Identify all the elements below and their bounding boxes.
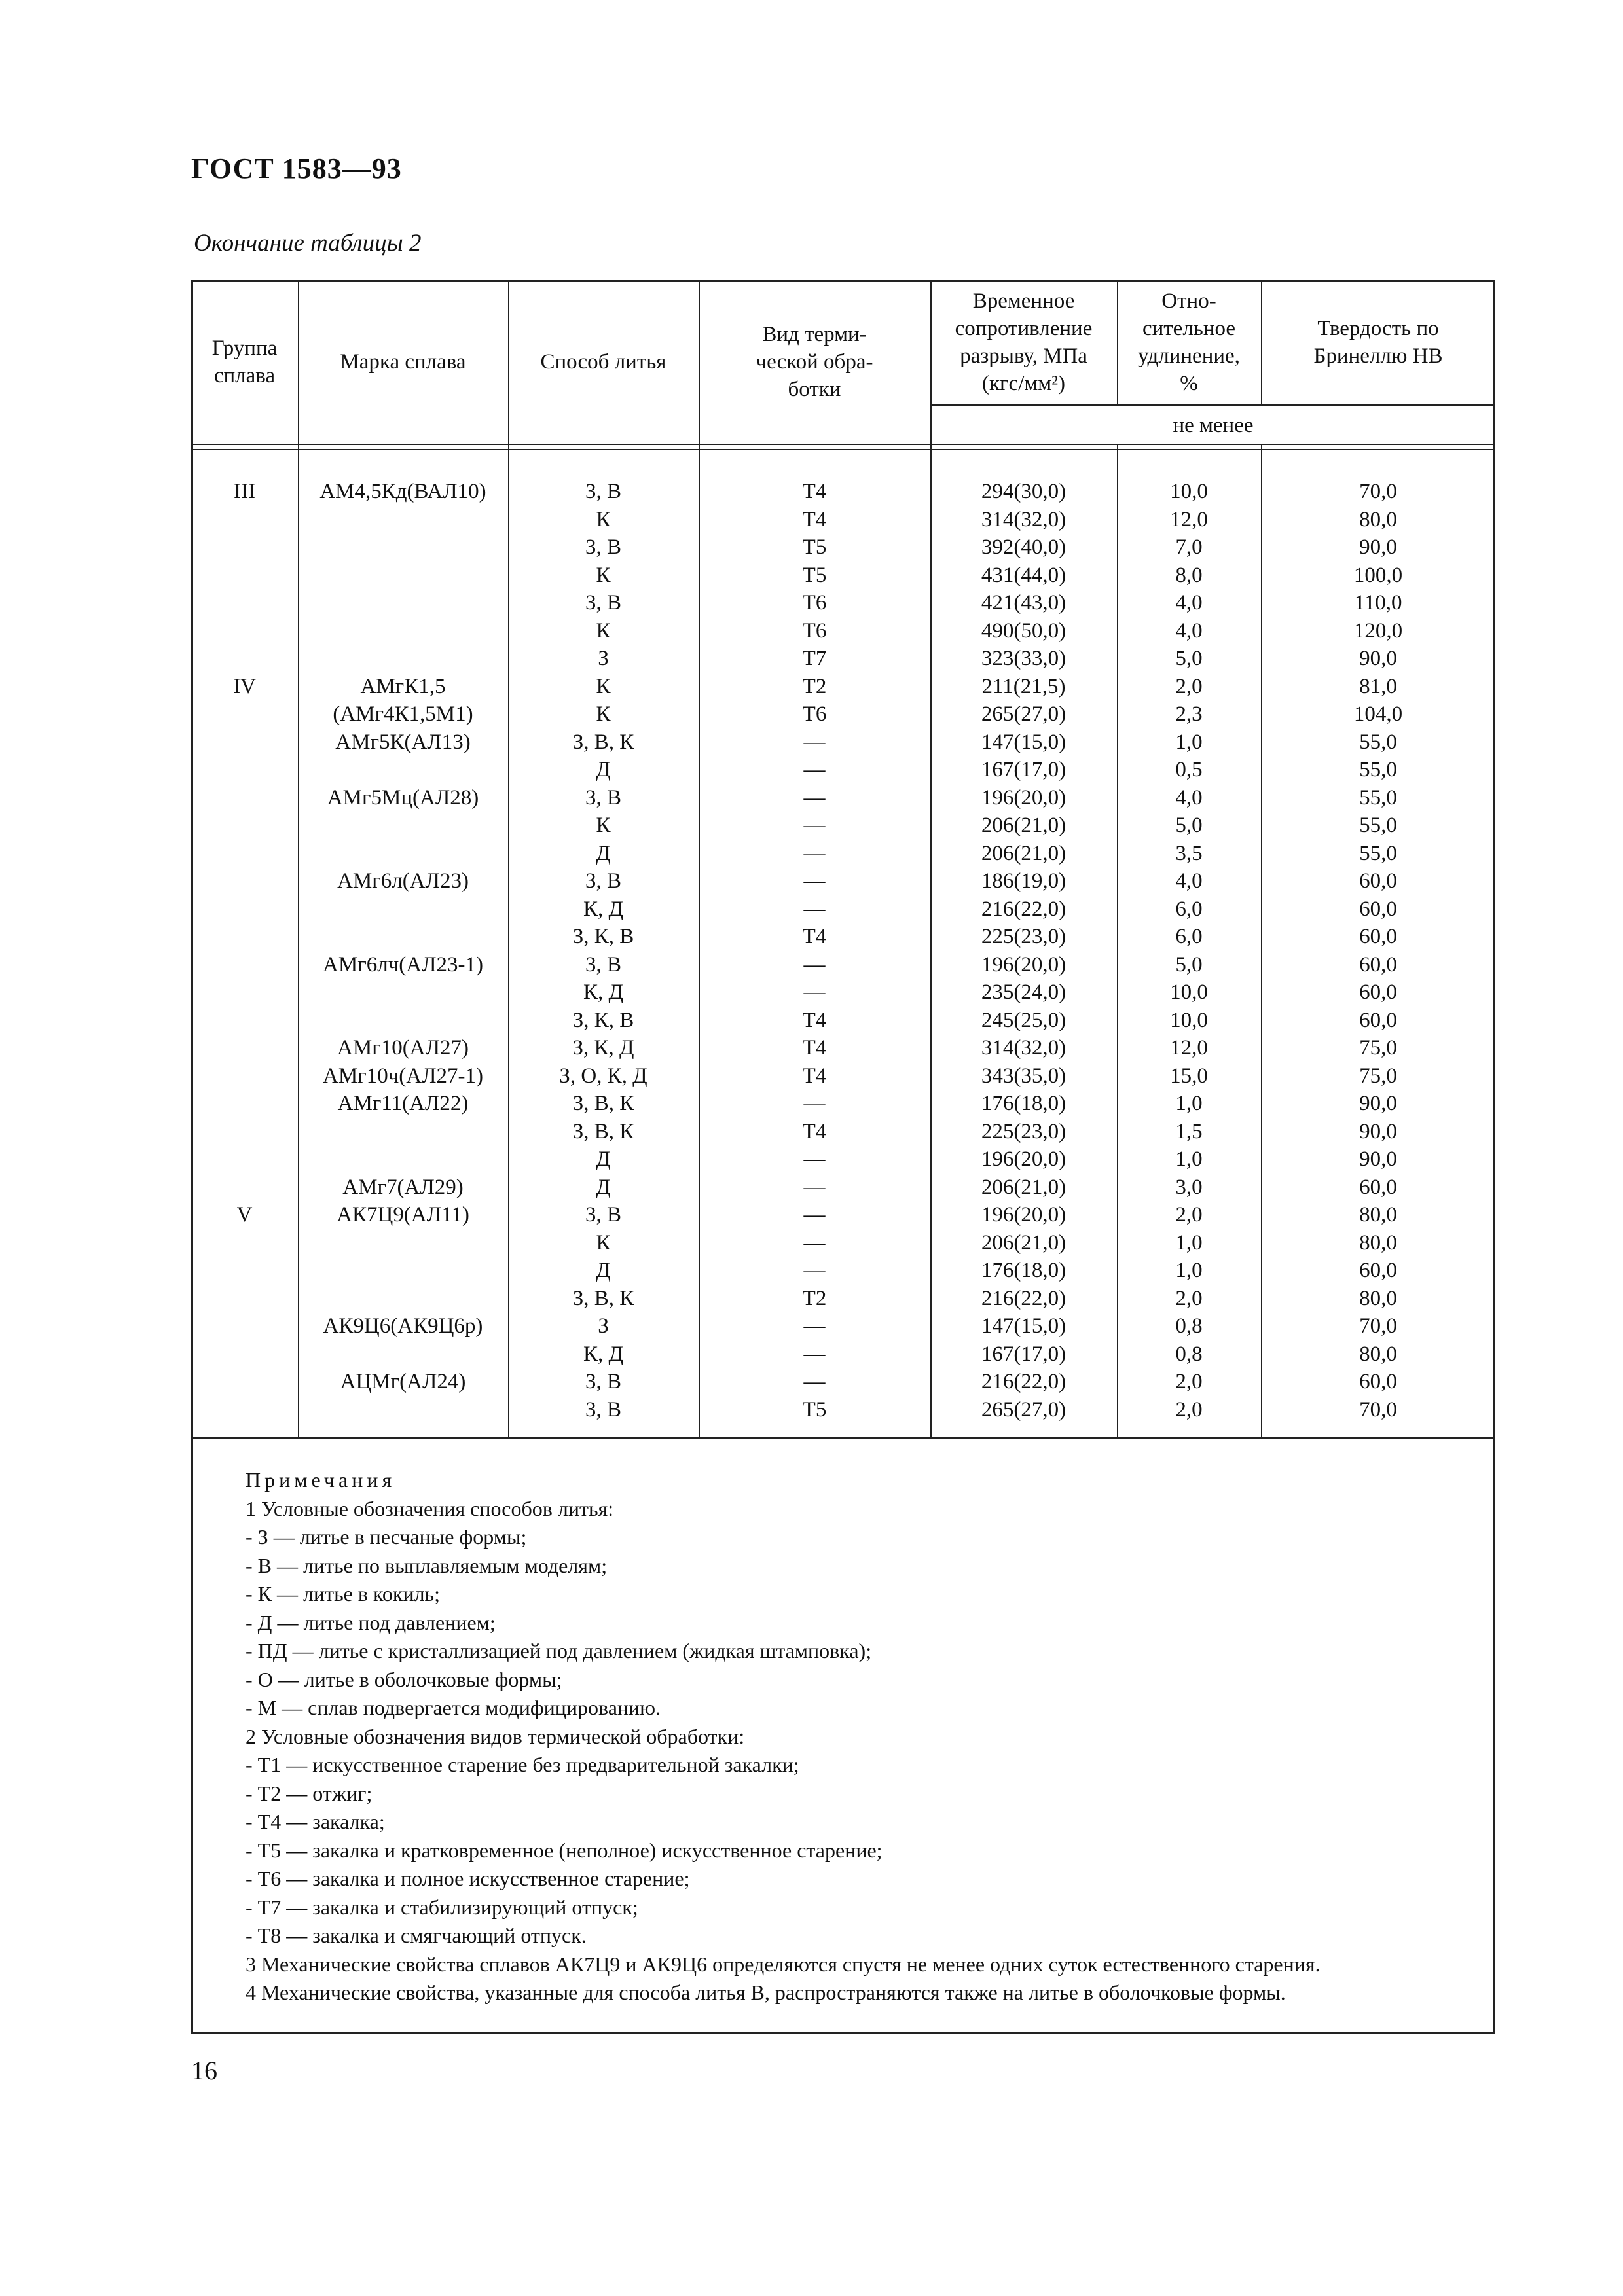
table-cell-heat: — bbox=[803, 952, 826, 977]
table-cell-hb: 80,0 bbox=[1359, 1230, 1397, 1255]
table-cell-group bbox=[191, 895, 298, 924]
note-line: - М — сплав подвергается модифицированию. bbox=[246, 1696, 661, 1719]
column-group bbox=[191, 478, 298, 1424]
table-cell-heat: — bbox=[803, 980, 826, 1004]
page-number: 16 bbox=[191, 2056, 217, 2085]
column-heat-treatment bbox=[699, 478, 930, 1424]
table-cell-hb: 60,0 bbox=[1359, 1370, 1397, 1393]
table-cell-grade bbox=[298, 1229, 508, 1257]
table-cell-elong: 3,0 bbox=[1175, 1175, 1203, 1199]
table-cell-grade: АМгК1,5 bbox=[360, 674, 446, 698]
table-cell-hb: 80,0 bbox=[1359, 1342, 1397, 1366]
table-cell-strength: 167(17,0) bbox=[981, 758, 1067, 781]
header-group: Группа сплава bbox=[211, 336, 278, 387]
table-cell-strength: 245(25,0) bbox=[981, 1008, 1067, 1032]
table-cell-grade bbox=[298, 840, 508, 868]
table-cell-heat: Т2 bbox=[802, 1286, 827, 1310]
document-code: ГОСТ 1583—93 bbox=[191, 152, 402, 185]
table-cell-group bbox=[191, 1007, 298, 1035]
table-cell-grade: (АМг4К1,5М1) bbox=[333, 702, 473, 726]
table-cell-elong: 6,0 bbox=[1175, 897, 1203, 921]
table-cell-heat: — bbox=[803, 1230, 826, 1255]
note-line: - Д — литье под давлением; bbox=[246, 1610, 496, 1634]
note-line: - ПД — литье с кристаллизацией под давлением (жидкая штамповка); bbox=[246, 1639, 872, 1662]
table-cell-heat: Т6 bbox=[802, 702, 827, 726]
table-cell-group bbox=[191, 756, 298, 784]
table-cell-elong: 2,0 bbox=[1175, 1286, 1203, 1310]
table-cell-grade bbox=[298, 978, 508, 1007]
table-cell-elong: 2,0 bbox=[1175, 1397, 1203, 1422]
table-cell-grade: АМг10(АЛ27) bbox=[337, 1036, 469, 1060]
table-cell-elong: 12,0 bbox=[1170, 1036, 1208, 1060]
column-grade bbox=[298, 478, 508, 1424]
note-line: 4 Механические свойства, указанные для способа литья В, распространяются также на литье в оболочковые формы. bbox=[246, 1981, 1286, 2004]
table-cell-strength: 196(20,0) bbox=[981, 785, 1067, 810]
table-cell-casting: З bbox=[598, 647, 609, 670]
note-line: - Т6 — закалка и полное искусственное старение; bbox=[246, 1867, 690, 1890]
table-cell-hb: 104,0 bbox=[1353, 702, 1403, 726]
table-cell-elong: 10,0 bbox=[1170, 480, 1208, 503]
table-cell-group bbox=[191, 1034, 298, 1062]
table-cell-hb: 70,0 bbox=[1359, 1397, 1397, 1422]
table-cell-strength: 421(43,0) bbox=[981, 591, 1067, 615]
table-cell-grade bbox=[298, 645, 508, 673]
note-line: - В — литье по выплавляемым моделям; bbox=[246, 1553, 608, 1577]
table-cell-casting: К bbox=[596, 563, 611, 587]
column-casting bbox=[508, 478, 699, 1424]
column-hardness bbox=[1261, 478, 1495, 1424]
table-cell-casting: К, Д bbox=[583, 897, 624, 921]
table-cell-hb: 55,0 bbox=[1359, 841, 1397, 865]
table-cell-casting: З, В bbox=[585, 1203, 622, 1227]
header-heat-treatment: Вид терми- ческой обра- ботки bbox=[756, 323, 873, 401]
header-strength: Временное сопротивление разрыву, МПа (кгс/мм²) bbox=[955, 289, 1093, 395]
table-cell-strength: 147(15,0) bbox=[981, 730, 1067, 754]
note-line: - Т7 — закалка и стабилизирующий отпуск; bbox=[246, 1895, 638, 1919]
table-caption: Окончание таблицы 2 bbox=[194, 230, 422, 257]
table-cell-grade bbox=[298, 562, 508, 590]
table-cell-hb: 90,0 bbox=[1359, 647, 1397, 670]
table-cell-strength: 211(21,5) bbox=[981, 674, 1066, 698]
table-cell-group bbox=[191, 728, 298, 757]
table-cell-hb: 90,0 bbox=[1359, 1147, 1397, 1171]
note-line: 1 Условные обозначения способов литья: bbox=[246, 1496, 614, 1520]
table-cell-grade bbox=[298, 589, 508, 617]
table-cell-hb: 75,0 bbox=[1359, 1064, 1397, 1088]
table-cell-casting: К, Д bbox=[583, 1342, 624, 1366]
table-cell-grade: АМг5Мц(АЛ28) bbox=[327, 785, 479, 810]
table-cell-group bbox=[191, 1368, 298, 1396]
table-cell-casting: З, В, К bbox=[572, 1119, 634, 1143]
table-cell-strength: 490(50,0) bbox=[981, 619, 1067, 643]
table-cell-strength: 167(17,0) bbox=[981, 1342, 1067, 1366]
table-cell-heat: — bbox=[803, 1314, 826, 1338]
table-cell-elong: 1,0 bbox=[1175, 1092, 1203, 1115]
table-cell-casting: З, В, К bbox=[572, 1092, 634, 1115]
table-cell-casting: З, В bbox=[585, 1397, 622, 1422]
note-line: - Т4 — закалка; bbox=[246, 1810, 385, 1833]
table-cell-elong: 10,0 bbox=[1170, 980, 1208, 1004]
note-line: - З — литье в песчаные формы; bbox=[246, 1525, 527, 1549]
table-cell-grade: АК7Ц9(АЛ11) bbox=[337, 1203, 469, 1227]
table-cell-casting: З, В, К bbox=[572, 730, 634, 754]
table-cell-group bbox=[191, 645, 298, 673]
table-cell-elong: 0,8 bbox=[1175, 1314, 1203, 1338]
table-cell-casting: З bbox=[598, 1314, 609, 1338]
table-cell-casting: К bbox=[596, 702, 611, 726]
table-cell-hb: 60,0 bbox=[1359, 1259, 1397, 1282]
table-cell-grade: АМг6л(АЛ23) bbox=[337, 869, 469, 893]
note-line: - Т1 — искусственное старение без предварительной закалки; bbox=[246, 1753, 799, 1776]
table-cell-casting: Д bbox=[596, 758, 611, 781]
table-cell-group bbox=[191, 1312, 298, 1340]
table-cell-casting: З, В, К bbox=[572, 1286, 634, 1310]
table-cell-elong: 2,0 bbox=[1175, 1203, 1203, 1227]
table-cell-group bbox=[191, 784, 298, 812]
table-cell-hb: 90,0 bbox=[1359, 1092, 1397, 1115]
table-cell-strength: 186(19,0) bbox=[981, 869, 1067, 893]
table-cell-group bbox=[191, 812, 298, 840]
table-cell-casting: З, В bbox=[585, 869, 622, 893]
table-cell-casting: К bbox=[596, 619, 611, 643]
table-cell-elong: 1,5 bbox=[1175, 1119, 1203, 1143]
table-cell-grade bbox=[298, 1145, 508, 1174]
table-cell-heat: — bbox=[803, 1259, 826, 1282]
header-elongation: Отно- сительное удлинение, % bbox=[1138, 289, 1240, 395]
table-cell-strength: 294(30,0) bbox=[981, 480, 1067, 503]
table-cell-elong: 12,0 bbox=[1170, 507, 1208, 531]
table-cell-strength: 196(20,0) bbox=[981, 1147, 1067, 1171]
table-cell-strength: 206(21,0) bbox=[981, 814, 1067, 837]
table-cell-grade: АМг11(АЛ22) bbox=[337, 1092, 469, 1115]
notes-title: Примечания bbox=[246, 1468, 396, 1492]
table-cell-elong: 1,0 bbox=[1175, 1230, 1203, 1255]
table-cell-heat: Т7 bbox=[802, 647, 827, 670]
table-cell-casting: Д bbox=[596, 841, 611, 865]
table-cell-grade bbox=[298, 1118, 508, 1146]
table-cell-casting: К bbox=[596, 814, 611, 837]
table-cell-hb: 60,0 bbox=[1359, 952, 1397, 977]
table-body-bottom-line bbox=[191, 1437, 1495, 1439]
table-cell-hb: 60,0 bbox=[1359, 1175, 1397, 1199]
table-cell-hb: 75,0 bbox=[1359, 1036, 1397, 1060]
note-line: - О — литье в оболочковые формы; bbox=[246, 1667, 562, 1691]
table-cell-hb: 80,0 bbox=[1359, 1286, 1397, 1310]
table-cell-grade bbox=[298, 617, 508, 645]
note-line: - Т8 — закалка и смягчающий отпуск. bbox=[246, 1924, 587, 1947]
table-cell-grade bbox=[298, 1007, 508, 1035]
table-cell-hb: 60,0 bbox=[1359, 980, 1397, 1004]
table-cell-heat: — bbox=[803, 1147, 826, 1171]
note-line: 2 Условные обозначения видов термической обработки: bbox=[246, 1724, 745, 1748]
table-cell-elong: 5,0 bbox=[1175, 952, 1203, 977]
table-cell-casting: Д bbox=[596, 1259, 611, 1282]
note-line: - К — литье в кокиль; bbox=[246, 1582, 441, 1605]
table-cell-heat: Т2 bbox=[802, 674, 827, 698]
notes-block bbox=[246, 1466, 1489, 2007]
header-grade: Марка сплава bbox=[340, 350, 466, 374]
table-cell-heat: Т4 bbox=[802, 1064, 827, 1088]
table-cell-grade: АМ4,5Кд(ВАЛ10) bbox=[319, 480, 486, 503]
table-cell-casting: З, В bbox=[585, 480, 622, 503]
table-cell-strength: 314(32,0) bbox=[981, 1036, 1067, 1060]
subheader-line bbox=[930, 404, 1495, 406]
table-cell-grade bbox=[298, 1396, 508, 1424]
table-cell-strength: 431(44,0) bbox=[981, 563, 1067, 587]
header-casting: Способ литья bbox=[540, 350, 666, 374]
table-cell-hb: 60,0 bbox=[1359, 869, 1397, 893]
table-cell-heat: — bbox=[803, 785, 826, 810]
table-cell-heat: — bbox=[803, 1370, 826, 1393]
table-cell-group bbox=[191, 951, 298, 979]
table-cell-strength: 206(21,0) bbox=[981, 1230, 1067, 1255]
table-cell-heat: Т4 bbox=[802, 480, 827, 503]
table-cell-elong: 4,0 bbox=[1175, 619, 1203, 643]
table-cell-casting: З, В bbox=[585, 952, 622, 977]
table-cell-heat: Т6 bbox=[802, 591, 827, 615]
table-cell-casting: З, О, К, Д bbox=[559, 1064, 647, 1088]
table-cell-grade bbox=[298, 1340, 508, 1369]
table-cell-hb: 60,0 bbox=[1359, 1008, 1397, 1032]
table-cell-casting: З, В bbox=[585, 1370, 622, 1393]
table-cell-strength: 176(18,0) bbox=[981, 1259, 1067, 1282]
table-cell-heat: — bbox=[803, 1175, 826, 1199]
table-cell-elong: 2,0 bbox=[1175, 674, 1203, 698]
table-cell-grade bbox=[298, 923, 508, 951]
table-cell-strength: 176(18,0) bbox=[981, 1092, 1067, 1115]
table-cell-strength: 206(21,0) bbox=[981, 1175, 1067, 1199]
table-cell-grade: АЦМг(АЛ24) bbox=[340, 1370, 466, 1393]
table-cell-hb: 55,0 bbox=[1359, 814, 1397, 837]
table-cell-group bbox=[191, 923, 298, 951]
table-cell-elong: 3,5 bbox=[1175, 841, 1203, 865]
table-cell-casting: З, В bbox=[585, 591, 622, 615]
table-cell-group bbox=[191, 1062, 298, 1090]
table-cell-casting: К, Д bbox=[583, 980, 624, 1004]
table-cell-casting: З, К, В bbox=[572, 925, 634, 948]
table-cell-group: IV bbox=[233, 674, 256, 698]
table-cell-elong: 1,0 bbox=[1175, 1259, 1203, 1282]
table-cell-strength: 225(23,0) bbox=[981, 925, 1067, 948]
table-cell-group bbox=[191, 700, 298, 728]
table-cell-hb: 55,0 bbox=[1359, 785, 1397, 810]
column-strength bbox=[930, 478, 1117, 1424]
table-cell-hb: 55,0 bbox=[1359, 758, 1397, 781]
table-cell-strength: 216(22,0) bbox=[981, 897, 1067, 921]
table-cell-strength: 225(23,0) bbox=[981, 1119, 1067, 1143]
table-cell-casting: Д bbox=[596, 1147, 611, 1171]
table-cell-group bbox=[191, 1174, 298, 1202]
table-cell-heat: Т4 bbox=[802, 1119, 827, 1143]
table-cell-group: V bbox=[236, 1203, 253, 1227]
note-line: 3 Механические свойства сплавов АК7Ц9 и АК9Ц6 определяются спустя не менее одних суток естественного старения. bbox=[246, 1952, 1321, 1976]
table-cell-hb: 80,0 bbox=[1359, 1203, 1397, 1227]
table-cell-strength: 235(24,0) bbox=[981, 980, 1067, 1004]
table-cell-strength: 314(32,0) bbox=[981, 507, 1067, 531]
table-cell-strength: 265(27,0) bbox=[981, 702, 1067, 726]
table-cell-casting: К bbox=[596, 507, 611, 531]
table-cell-heat: — bbox=[803, 1203, 826, 1227]
table-cell-hb: 110,0 bbox=[1354, 591, 1402, 615]
table-cell-grade bbox=[298, 756, 508, 784]
table-cell-hb: 60,0 bbox=[1359, 925, 1397, 948]
table-cell-hb: 120,0 bbox=[1353, 619, 1403, 643]
table-cell-grade: АМг5К(АЛ13) bbox=[335, 730, 471, 754]
table-cell-casting: З, В bbox=[585, 535, 622, 559]
header-bottom-line-double bbox=[191, 449, 1495, 450]
table-cell-strength: 147(15,0) bbox=[981, 1314, 1067, 1338]
table-cell-strength: 392(40,0) bbox=[981, 535, 1067, 559]
table-cell-group bbox=[191, 1090, 298, 1118]
table-cell-hb: 81,0 bbox=[1359, 674, 1397, 698]
table-cell-heat: — bbox=[803, 841, 826, 865]
table-cell-elong: 5,0 bbox=[1175, 647, 1203, 670]
table-cell-heat: — bbox=[803, 1092, 826, 1115]
table-cell-group: III bbox=[234, 480, 255, 503]
table-cell-strength: 216(22,0) bbox=[981, 1286, 1067, 1310]
table-cell-elong: 6,0 bbox=[1175, 925, 1203, 948]
table-cell-elong: 15,0 bbox=[1170, 1064, 1208, 1088]
table-cell-group bbox=[191, 867, 298, 895]
table-cell-elong: 0,5 bbox=[1175, 758, 1203, 781]
table-cell-elong: 4,0 bbox=[1175, 869, 1203, 893]
table-cell-strength: 323(33,0) bbox=[981, 647, 1067, 670]
table-cell-grade bbox=[298, 1257, 508, 1285]
table-cell-group bbox=[191, 589, 298, 617]
table-cell-heat: Т4 bbox=[802, 925, 827, 948]
table-cell-group bbox=[191, 1285, 298, 1313]
table-cell-elong: 5,0 bbox=[1175, 814, 1203, 837]
table-cell-group bbox=[191, 506, 298, 534]
table-cell-grade bbox=[298, 533, 508, 562]
table-cell-grade: АК9Ц6(АК9Ц6р) bbox=[323, 1314, 483, 1338]
table-cell-group bbox=[191, 617, 298, 645]
table-cell-hb: 90,0 bbox=[1359, 535, 1397, 559]
table-cell-group bbox=[191, 1145, 298, 1174]
table-cell-elong: 10,0 bbox=[1170, 1008, 1208, 1032]
table-cell-hb: 100,0 bbox=[1353, 563, 1403, 587]
table-cell-hb: 70,0 bbox=[1359, 480, 1397, 503]
table-cell-heat: Т5 bbox=[802, 563, 827, 587]
table-cell-hb: 60,0 bbox=[1359, 897, 1397, 921]
table-cell-group bbox=[191, 562, 298, 590]
column-elongation bbox=[1117, 478, 1261, 1424]
table-cell-casting: З, К, В bbox=[572, 1008, 634, 1032]
subheader-min: не менее bbox=[1173, 413, 1254, 437]
table-cell-group bbox=[191, 1396, 298, 1424]
table-cell-casting: К bbox=[596, 674, 611, 698]
table-cell-grade bbox=[298, 1285, 508, 1313]
table-cell-grade bbox=[298, 895, 508, 924]
table-cell-grade bbox=[298, 812, 508, 840]
table-cell-hb: 80,0 bbox=[1359, 507, 1397, 531]
table-cell-group bbox=[191, 1118, 298, 1146]
table-cell-casting: З, К, Д bbox=[572, 1036, 634, 1060]
table-cell-strength: 216(22,0) bbox=[981, 1370, 1067, 1393]
table-cell-hb: 90,0 bbox=[1359, 1119, 1397, 1143]
table-cell-heat: — bbox=[803, 869, 826, 893]
table-cell-elong: 0,8 bbox=[1175, 1342, 1203, 1366]
table-cell-hb: 70,0 bbox=[1359, 1314, 1397, 1338]
table-cell-elong: 4,0 bbox=[1175, 591, 1203, 615]
table-cell-casting: К bbox=[596, 1230, 611, 1255]
note-line: - Т5 — закалка и кратковременное (неполное) искусственное старение; bbox=[246, 1838, 883, 1862]
table-cell-heat: — bbox=[803, 730, 826, 754]
table-cell-group bbox=[191, 1229, 298, 1257]
table-cell-elong: 1,0 bbox=[1175, 730, 1203, 754]
table-cell-group bbox=[191, 978, 298, 1007]
table-cell-heat: Т5 bbox=[802, 1397, 827, 1422]
table-cell-heat: Т5 bbox=[802, 535, 827, 559]
table-cell-grade bbox=[298, 506, 508, 534]
table-cell-strength: 265(27,0) bbox=[981, 1397, 1067, 1422]
table-cell-group bbox=[191, 533, 298, 562]
table-cell-elong: 7,0 bbox=[1175, 535, 1203, 559]
table-cell-strength: 343(35,0) bbox=[981, 1064, 1067, 1088]
table-cell-group bbox=[191, 1340, 298, 1369]
table-cell-casting: Д bbox=[596, 1175, 611, 1199]
table-cell-group bbox=[191, 840, 298, 868]
table-cell-elong: 1,0 bbox=[1175, 1147, 1203, 1171]
table-cell-heat: Т4 bbox=[802, 1036, 827, 1060]
table-cell-casting: З, В bbox=[585, 785, 622, 810]
header-bottom-line bbox=[191, 444, 1495, 445]
table-cell-strength: 196(20,0) bbox=[981, 952, 1067, 977]
table-cell-elong: 8,0 bbox=[1175, 563, 1203, 587]
table-cell-elong: 4,0 bbox=[1175, 785, 1203, 810]
table-cell-heat: — bbox=[803, 758, 826, 781]
table-cell-grade: АМг7(АЛ29) bbox=[342, 1175, 464, 1199]
table-cell-heat: — bbox=[803, 1342, 826, 1366]
table-cell-hb: 55,0 bbox=[1359, 730, 1397, 754]
table-cell-group bbox=[191, 1257, 298, 1285]
header-hardness: Твердость по Бринеллю HB bbox=[1313, 317, 1443, 368]
table-cell-grade: АМг10ч(АЛ27-1) bbox=[323, 1064, 483, 1088]
table-cell-strength: 206(21,0) bbox=[981, 841, 1067, 865]
table-cell-heat: Т4 bbox=[802, 507, 827, 531]
table-cell-elong: 2,3 bbox=[1175, 702, 1203, 726]
table-cell-heat: Т6 bbox=[802, 619, 827, 643]
table-cell-heat: — bbox=[803, 814, 826, 837]
table-cell-heat: Т4 bbox=[802, 1008, 827, 1032]
table-cell-strength: 196(20,0) bbox=[981, 1203, 1067, 1227]
table-cell-elong: 2,0 bbox=[1175, 1370, 1203, 1393]
note-line: - Т2 — отжиг; bbox=[246, 1781, 373, 1805]
table-cell-grade: АМг6лч(АЛ23-1) bbox=[323, 952, 483, 977]
table-cell-heat: — bbox=[803, 897, 826, 921]
